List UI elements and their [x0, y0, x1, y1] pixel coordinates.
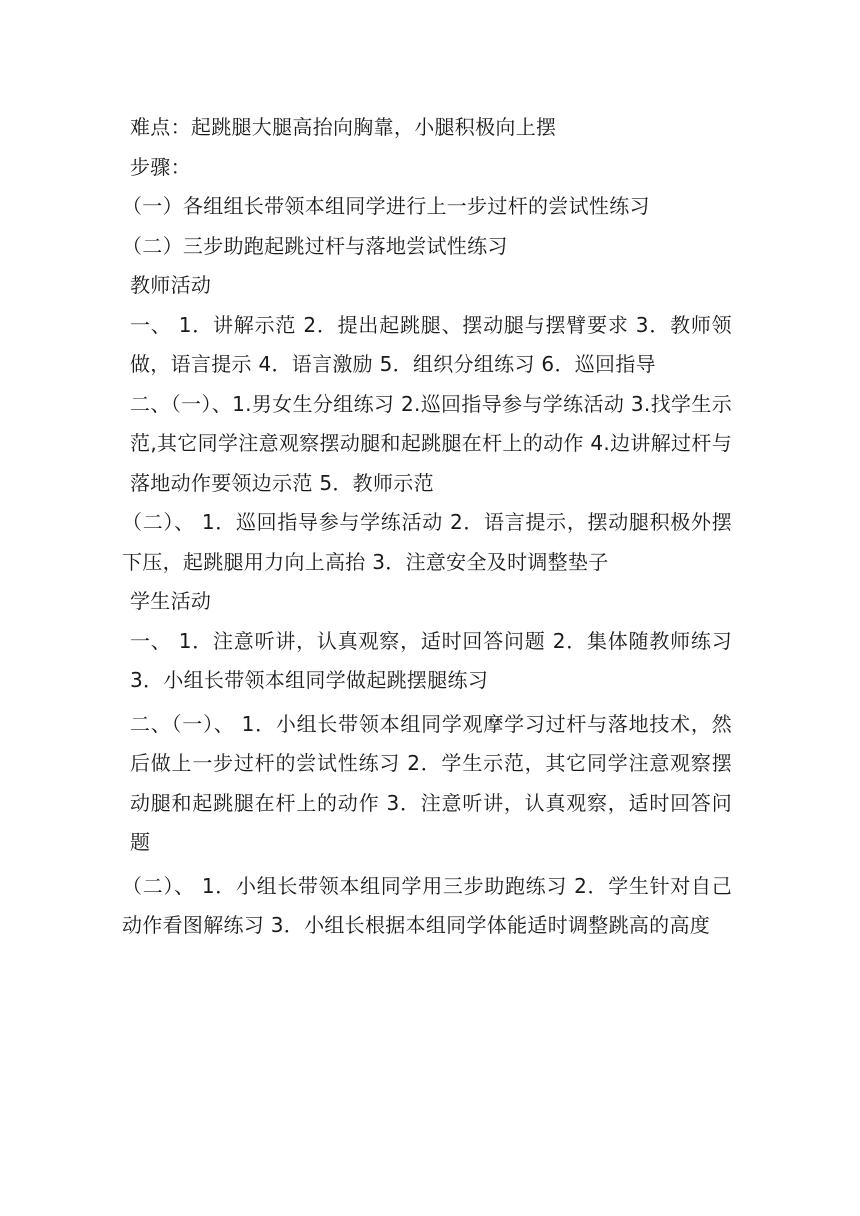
- difficulty-paragraph: 难点：起跳腿大腿高抬向胸靠，小腿积极向上摆: [130, 115, 557, 139]
- step-two-paragraph: （二）三步助跑起跳过杆与落地尝试性练习: [122, 233, 508, 258]
- student-activity-part-two-b: （二）、 1．小组长带领本组同学用三步助跑练习 2．学生针对自己动作看图解练习 3．小组长根据本组同学体能适时调整跳高的高度: [122, 873, 732, 937]
- teacher-activity-part-two-b: （二）、 1．巡回指导参与学练活动 2．语言提示，摆动腿积极外摆下压，起跳腿用力向上高抬 3．注意安全及时调整垫子: [122, 510, 732, 574]
- steps-heading: 步骤：: [130, 154, 191, 179]
- student-activity-heading: 学生活动: [130, 589, 212, 613]
- teacher-activity-heading: 教师活动: [130, 273, 212, 297]
- teacher-activity-part-one: 一、 1．讲解示范 2．提出起跳腿、摆动腿与摆臂要求 3．教师领做，语言提示 4．语言激励 5．组织分组练习 6．巡回指导: [130, 312, 732, 376]
- document-body: [122, 108, 732, 946]
- student-activity-part-two-a: 二、（一）、 1．小组长带领本组同学观摩学习过杆与落地技术，然后做上一步过杆的尝试性练习 2．学生示范，其它同学注意观察摆动腿和起跳腿在杆上的动作 3．注意听讲，认真观察，适时回答问题: [130, 711, 732, 854]
- step-one-paragraph: （一）各组组长带领本组同学进行上一步过杆的尝试性练习: [122, 194, 650, 218]
- teacher-activity-part-two-a: 二、（一）、1.男女生分组练习 2.巡回指导参与学练活动 3.找学生示范,其它同学注意观察摆动腿和起跳腿在杆上的动作 4.边讲解过杆与落地动作要领边示范 5．教师示范: [130, 391, 732, 495]
- student-activity-part-one: 一、 1．注意听讲，认真观察，适时回答问题 2．集体随教师练习 3．小组长带领本组同学做起跳摆腿练习: [130, 628, 732, 692]
